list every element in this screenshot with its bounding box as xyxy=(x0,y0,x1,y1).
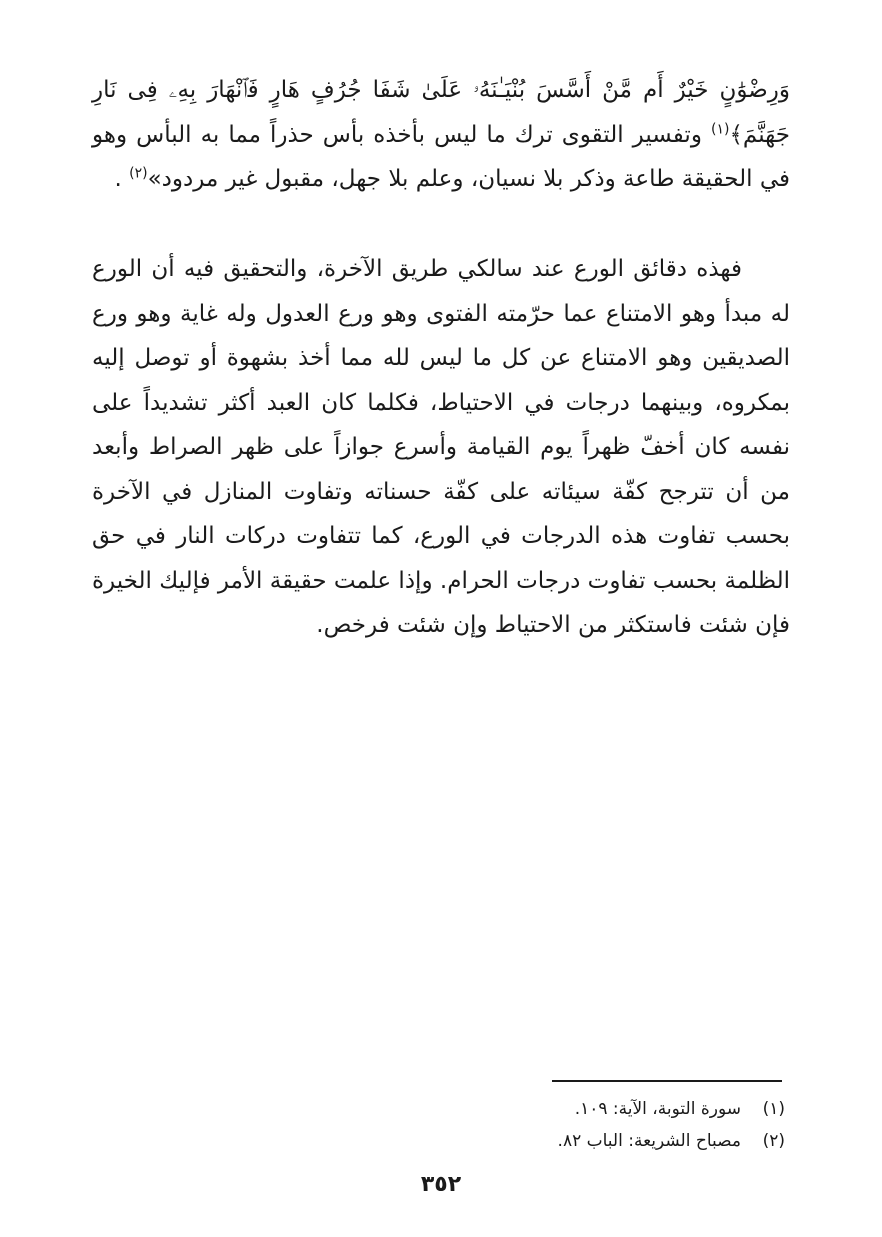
footnotes-list xyxy=(300,1093,785,1157)
footnote-number: (٢) xyxy=(762,1131,785,1151)
footnote-number: (١) xyxy=(762,1099,785,1119)
footnote-text: مصباح الشريعة: الباب ٨٢. xyxy=(557,1131,741,1151)
page-number: ٣٥٢ xyxy=(420,1172,462,1197)
footnote-2 xyxy=(300,1125,785,1157)
quran-verse: وَرِضْوَٰنٍ خَيْرٌ أَم مَّنْ أَسَّسَ بُنْيَـٰنَهُۥ عَلَىٰ شَفَا جُرُفٍ هَارٍ فَٱنْهَارَ بِهِۦ فِى نَارِ جَهَنَّمَ xyxy=(92,77,790,148)
footnote-divider xyxy=(552,1080,782,1082)
footnote-ref-1: (١) xyxy=(710,120,730,137)
quote-text: وتفسير التقوى ترك ما ليس بأخذه بأس حذراً مما به البأس وهو في الحقيقة طاعة وذكر بلا نسيان، وعلم بلا جهل، مقبول غير مردود» xyxy=(92,121,790,192)
quote-paragraph xyxy=(92,68,790,202)
main-paragraph: فهذه دقائق الورع عند سالكي طريق الآخرة، والتحقيق فيه أن الورع له مبدأ وهو الامتناع عما حرّمته الفتوى وهو ورع العدول وله غاية وهو ورع الصديقين وهو الامتناع عن كل ما ليس لله مما أخذ بشهوة أو توصل إليه بمكروه، وبينهما درجات في الاحتياط، فكلما كان العبد أكثر تشديداً على نفسه كان أخفّ ظهراً يوم القيامة وأسرع جوازاً على ظهر الصراط وأبعد من أن تترجح كفّة سيئاته على كفّة حسناته وتفاوت المنازل في الآخرة بحسب تفاوت هذه الدرجات في الورع، كما تتفاوت دركات النار في حق الظلمة بحسب تفاوت درجات الحرام. وإذا علمت حقيقة الأمر فإليك الخيرة فإن شئت فاستكثر من الاحتياط وإن شئت فرخص. xyxy=(92,256,790,638)
footnote-text: سورة التوبة، الآية: ١٠٩. xyxy=(574,1099,741,1119)
footnote-1 xyxy=(300,1093,785,1125)
verse-close-bracket: ﴾ xyxy=(729,121,743,148)
footnote-ref-2: (٢) xyxy=(129,165,148,182)
quote-end: . xyxy=(114,166,130,192)
